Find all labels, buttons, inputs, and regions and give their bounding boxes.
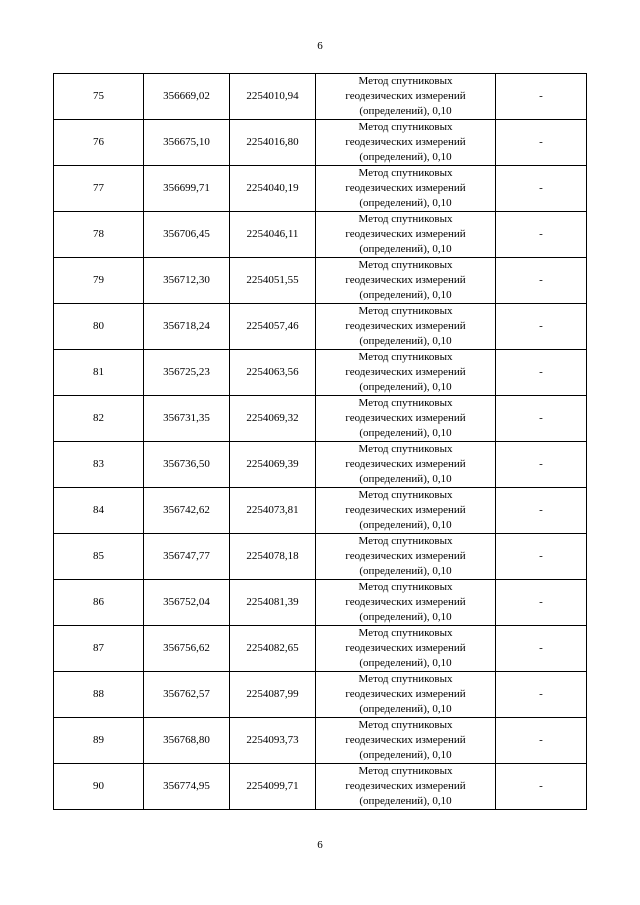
method-text-line3: (определений), 0,10 [359, 197, 452, 209]
x-coordinate-cell: 356706,45 [144, 212, 230, 258]
method-text-line2: геодезических измерений [345, 550, 466, 562]
y-coordinate-cell: 2254081,39 [230, 580, 316, 626]
table-row [54, 258, 587, 304]
point-number-cell: 88 [54, 672, 144, 718]
table-row [54, 74, 587, 120]
method-text-line1: Метод спутниковых [358, 305, 453, 317]
y-coordinate-cell: 2254010,94 [230, 74, 316, 120]
note-cell: - [496, 212, 587, 258]
y-coordinate-cell: 2254093,73 [230, 718, 316, 764]
method-cell [316, 626, 496, 672]
point-number-cell: 87 [54, 626, 144, 672]
point-number-cell: 82 [54, 396, 144, 442]
note-cell: - [496, 304, 587, 350]
point-number-cell: 80 [54, 304, 144, 350]
method-cell [316, 166, 496, 212]
note-cell: - [496, 120, 587, 166]
method-text-line1: Метод спутниковых [358, 765, 453, 777]
method-cell [316, 442, 496, 488]
point-number-cell: 77 [54, 166, 144, 212]
table-row [54, 580, 587, 626]
note-cell: - [496, 534, 587, 580]
method-text-line2: геодезических измерений [345, 366, 466, 378]
note-cell: - [496, 258, 587, 304]
x-coordinate-cell: 356675,10 [144, 120, 230, 166]
point-number-cell: 76 [54, 120, 144, 166]
method-text-line1: Метод спутниковых [358, 627, 453, 639]
x-coordinate-cell: 356747,77 [144, 534, 230, 580]
page-number-bottom: 6 [317, 839, 323, 851]
x-coordinate-cell: 356756,62 [144, 626, 230, 672]
point-number-cell: 81 [54, 350, 144, 396]
method-text-line1: Метод спутниковых [358, 443, 453, 455]
point-number-cell: 83 [54, 442, 144, 488]
method-cell [316, 212, 496, 258]
table-row [54, 120, 587, 166]
method-text-line3: (определений), 0,10 [359, 703, 452, 715]
method-text-line2: геодезических измерений [345, 90, 466, 102]
method-text-line3: (определений), 0,10 [359, 427, 452, 439]
method-text-line3: (определений), 0,10 [359, 519, 452, 531]
table-row [54, 212, 587, 258]
point-number-cell: 86 [54, 580, 144, 626]
method-text-line3: (определений), 0,10 [359, 795, 452, 807]
point-number-cell: 79 [54, 258, 144, 304]
method-text-line1: Метод спутниковых [358, 673, 453, 685]
method-text-line1: Метод спутниковых [358, 397, 453, 409]
note-cell: - [496, 718, 587, 764]
table-row [54, 488, 587, 534]
x-coordinate-cell: 356736,50 [144, 442, 230, 488]
x-coordinate-cell: 356718,24 [144, 304, 230, 350]
x-coordinate-cell: 356725,23 [144, 350, 230, 396]
coordinates-table [53, 73, 587, 810]
y-coordinate-cell: 2254087,99 [230, 672, 316, 718]
x-coordinate-cell: 356762,57 [144, 672, 230, 718]
x-coordinate-cell: 356669,02 [144, 74, 230, 120]
x-coordinate-cell: 356712,30 [144, 258, 230, 304]
y-coordinate-cell: 2254046,11 [230, 212, 316, 258]
method-text-line2: геодезических измерений [345, 182, 466, 194]
y-coordinate-cell: 2254069,32 [230, 396, 316, 442]
method-cell [316, 534, 496, 580]
method-text-line2: геодезических измерений [345, 688, 466, 700]
y-coordinate-cell: 2254099,71 [230, 764, 316, 810]
x-coordinate-cell: 356752,04 [144, 580, 230, 626]
method-text-line1: Метод спутниковых [358, 351, 453, 363]
method-text-line3: (определений), 0,10 [359, 611, 452, 623]
method-text-line1: Метод спутниковых [358, 489, 453, 501]
point-number-cell: 90 [54, 764, 144, 810]
page-number-top: 6 [317, 40, 323, 52]
method-text-line1: Метод спутниковых [358, 581, 453, 593]
method-text-line2: геодезических измерений [345, 504, 466, 516]
coordinates-table-body [54, 74, 587, 810]
y-coordinate-cell: 2254073,81 [230, 488, 316, 534]
method-text-line3: (определений), 0,10 [359, 105, 452, 117]
method-cell [316, 764, 496, 810]
y-coordinate-cell: 2254063,56 [230, 350, 316, 396]
method-text-line3: (определений), 0,10 [359, 749, 452, 761]
point-number-cell: 89 [54, 718, 144, 764]
method-text-line3: (определений), 0,10 [359, 381, 452, 393]
method-cell [316, 488, 496, 534]
method-cell [316, 304, 496, 350]
method-text-line2: геодезических измерений [345, 136, 466, 148]
note-cell: - [496, 166, 587, 212]
method-text-line3: (определений), 0,10 [359, 657, 452, 669]
point-number-cell: 84 [54, 488, 144, 534]
note-cell: - [496, 626, 587, 672]
note-cell: - [496, 488, 587, 534]
y-coordinate-cell: 2254040,19 [230, 166, 316, 212]
method-text-line1: Метод спутниковых [358, 121, 453, 133]
method-text-line3: (определений), 0,10 [359, 243, 452, 255]
note-cell: - [496, 764, 587, 810]
method-text-line1: Метод спутниковых [358, 535, 453, 547]
method-text-line2: геодезических измерений [345, 228, 466, 240]
method-text-line2: геодезических измерений [345, 412, 466, 424]
method-text-line3: (определений), 0,10 [359, 289, 452, 301]
method-text-line3: (определений), 0,10 [359, 565, 452, 577]
note-cell: - [496, 74, 587, 120]
method-text-line2: геодезических измерений [345, 642, 466, 654]
method-text-line2: геодезических измерений [345, 458, 466, 470]
y-coordinate-cell: 2254082,65 [230, 626, 316, 672]
method-text-line2: геодезических измерений [345, 596, 466, 608]
y-coordinate-cell: 2254057,46 [230, 304, 316, 350]
y-coordinate-cell: 2254078,18 [230, 534, 316, 580]
note-cell: - [496, 396, 587, 442]
table-row [54, 442, 587, 488]
table-row [54, 672, 587, 718]
method-text-line1: Метод спутниковых [358, 719, 453, 731]
y-coordinate-cell: 2254069,39 [230, 442, 316, 488]
table-row [54, 396, 587, 442]
note-cell: - [496, 350, 587, 396]
point-number-cell: 85 [54, 534, 144, 580]
point-number-cell: 78 [54, 212, 144, 258]
x-coordinate-cell: 356742,62 [144, 488, 230, 534]
method-text-line2: геодезических измерений [345, 734, 466, 746]
method-text-line3: (определений), 0,10 [359, 335, 452, 347]
y-coordinate-cell: 2254051,55 [230, 258, 316, 304]
note-cell: - [496, 442, 587, 488]
x-coordinate-cell: 356774,95 [144, 764, 230, 810]
x-coordinate-cell: 356731,35 [144, 396, 230, 442]
method-text-line3: (определений), 0,10 [359, 151, 452, 163]
point-number-cell: 75 [54, 74, 144, 120]
y-coordinate-cell: 2254016,80 [230, 120, 316, 166]
table-row [54, 534, 587, 580]
method-text-line2: геодезических измерений [345, 780, 466, 792]
note-cell: - [496, 672, 587, 718]
method-cell [316, 74, 496, 120]
method-text-line2: геодезических измерений [345, 320, 466, 332]
method-text-line1: Метод спутниковых [358, 213, 453, 225]
x-coordinate-cell: 356768,80 [144, 718, 230, 764]
method-text-line3: (определений), 0,10 [359, 473, 452, 485]
table-row [54, 350, 587, 396]
method-text-line1: Метод спутниковых [358, 167, 453, 179]
method-cell [316, 396, 496, 442]
method-text-line1: Метод спутниковых [358, 259, 453, 271]
method-cell [316, 350, 496, 396]
x-coordinate-cell: 356699,71 [144, 166, 230, 212]
method-cell [316, 672, 496, 718]
method-cell [316, 120, 496, 166]
method-text-line1: Метод спутниковых [358, 75, 453, 87]
table-row [54, 718, 587, 764]
table-row [54, 166, 587, 212]
table-row [54, 304, 587, 350]
note-cell: - [496, 580, 587, 626]
method-text-line2: геодезических измерений [345, 274, 466, 286]
method-cell [316, 258, 496, 304]
method-cell [316, 580, 496, 626]
table-row [54, 626, 587, 672]
method-cell [316, 718, 496, 764]
table-row [54, 764, 587, 810]
